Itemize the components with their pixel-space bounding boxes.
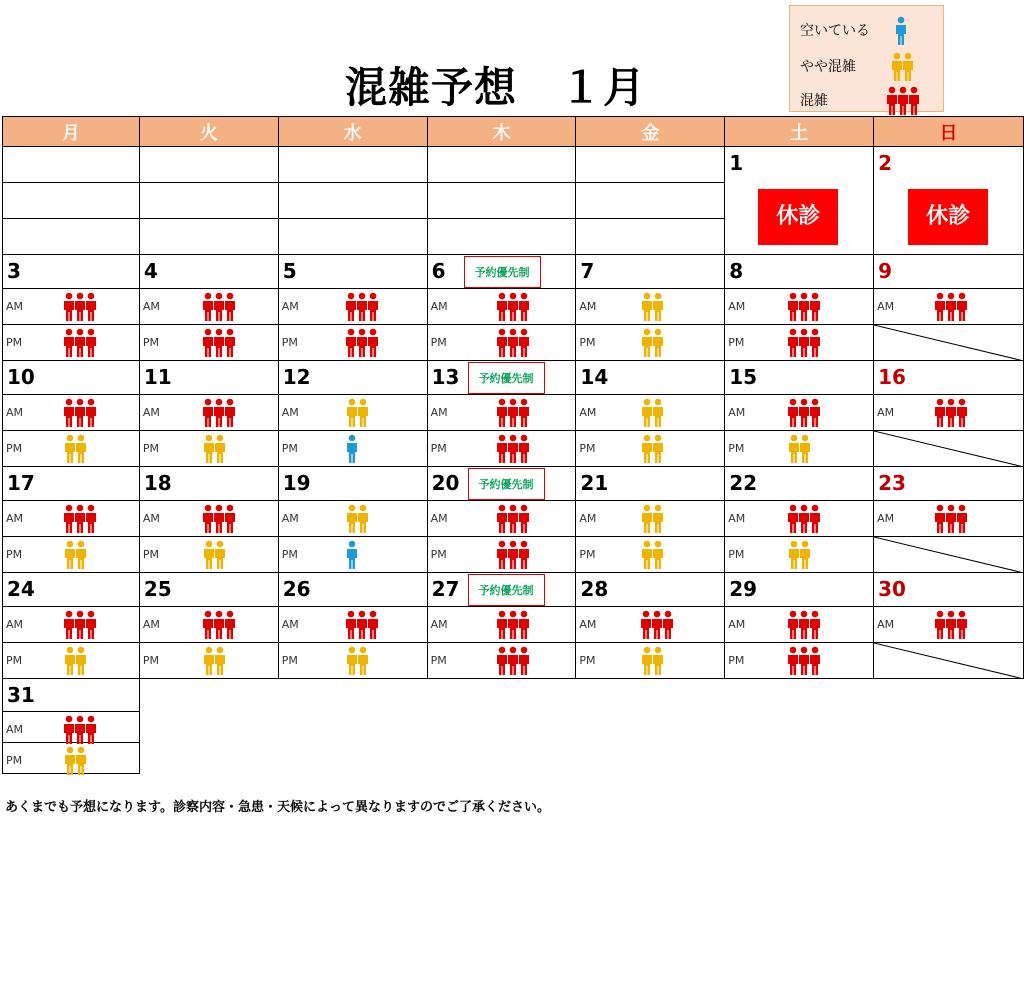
pm-slot [427, 325, 576, 361]
pm-label: PM [728, 442, 745, 455]
am-slot [278, 607, 427, 643]
am-slot [139, 607, 278, 643]
am-label: AM [6, 512, 24, 525]
am-label: AM [877, 300, 895, 313]
am-label: AM [281, 300, 299, 313]
two-people-icon [640, 540, 666, 574]
day-cell [278, 255, 427, 289]
no-service-slash [874, 537, 1024, 573]
day-cell [278, 361, 427, 395]
am-label: AM [579, 406, 597, 419]
am-slot [427, 501, 576, 537]
day-cell [576, 467, 725, 501]
am-slot [278, 289, 427, 325]
pm-slot [874, 431, 1024, 467]
two-people-icon [640, 398, 666, 432]
day-cell [576, 361, 725, 395]
three-people-icon [934, 398, 968, 432]
three-people-icon [202, 328, 236, 362]
calendar-row [3, 395, 1024, 431]
am-label: AM [281, 406, 299, 419]
pm-label: PM [579, 336, 596, 349]
legend-label-level3: 混雑 [800, 93, 828, 109]
am-label: AM [877, 406, 895, 419]
three-people-icon [787, 610, 821, 644]
am-label: AM [877, 618, 895, 631]
two-people-icon [63, 540, 89, 574]
pm-label: PM [430, 548, 447, 561]
am-slot [725, 289, 874, 325]
two-people-icon [202, 646, 228, 680]
pm-slot [3, 325, 140, 361]
three-people-icon [345, 292, 379, 326]
pm-slot [427, 643, 576, 679]
pm-slot [576, 431, 725, 467]
am-label: AM [281, 618, 299, 631]
three-people-icon [202, 610, 236, 644]
am-slot [3, 289, 140, 325]
three-people-icon [787, 504, 821, 538]
three-people-icon [63, 504, 97, 538]
two-people-icon [640, 646, 666, 680]
pm-slot [278, 431, 427, 467]
three-people-icon [787, 398, 821, 432]
am-label: AM [579, 512, 597, 525]
calendar-table [2, 116, 1024, 774]
am-slot [3, 607, 140, 643]
pm-label: PM [728, 654, 745, 667]
day-number: 18 [143, 471, 172, 495]
pm-slot [139, 325, 278, 361]
reservation-priority-badge: 予約優先制 [468, 468, 545, 500]
day-number: 1 [729, 151, 744, 175]
reservation-priority-badge: 予約優先制 [468, 574, 545, 606]
day-number: 28 [580, 577, 609, 601]
pm-slot [278, 643, 427, 679]
am-label: AM [6, 723, 24, 736]
calendar-row [3, 643, 1024, 679]
pm-label: PM [142, 654, 159, 667]
weekday-header: 火 [139, 117, 278, 147]
day-cell [874, 147, 1024, 255]
pm-label: PM [579, 442, 596, 455]
day-cell [427, 361, 576, 395]
am-label: AM [728, 300, 746, 313]
three-people-icon [345, 328, 379, 362]
day-number: 21 [580, 471, 609, 495]
empty-cell [427, 147, 576, 183]
am-slot [139, 289, 278, 325]
pm-label: PM [430, 336, 447, 349]
reservation-priority-badge: 予約優先制 [464, 256, 541, 288]
day-number: 12 [282, 365, 311, 389]
pm-slot [874, 537, 1024, 573]
am-label: AM [430, 406, 448, 419]
am-slot [576, 607, 725, 643]
day-number: 3 [7, 259, 21, 283]
am-slot [427, 395, 576, 431]
calendar-row [3, 255, 1024, 289]
am-slot [278, 501, 427, 537]
two-people-icon [63, 434, 89, 468]
am-slot [874, 289, 1024, 325]
calendar-row [3, 573, 1024, 607]
legend-icon-level3 [886, 86, 920, 120]
pm-label: PM [579, 548, 596, 561]
pm-slot [576, 643, 725, 679]
day-number: 6 [431, 259, 446, 283]
pm-label: PM [142, 548, 159, 561]
day-number: 14 [580, 365, 609, 389]
am-slot [725, 501, 874, 537]
day-number: 4 [143, 259, 158, 283]
pm-label: PM [6, 442, 23, 455]
two-people-icon [63, 746, 89, 780]
weekday-header: 土 [725, 117, 874, 147]
am-slot [3, 501, 140, 537]
legend-label-level2: やや混雑 [800, 59, 856, 75]
day-number: 31 [7, 683, 35, 707]
empty-cell [427, 219, 576, 255]
no-service-slash [874, 643, 1024, 679]
day-cell [725, 255, 874, 289]
am-slot [725, 607, 874, 643]
pm-label: PM [281, 336, 298, 349]
weekday-header: 木 [427, 117, 576, 147]
three-people-icon [787, 292, 821, 326]
legend-icon-level2 [890, 52, 916, 86]
three-people-icon [787, 328, 821, 362]
three-people-icon [496, 328, 530, 362]
empty-cell [3, 147, 140, 183]
three-people-icon [787, 646, 821, 680]
day-cell [427, 467, 576, 501]
pm-slot [874, 325, 1024, 361]
am-label: AM [281, 512, 299, 525]
am-slot [874, 501, 1024, 537]
disclaimer-note: あくまでも予想になります。診察内容・急患・天候によって異なりますのでご了承ください。 [5, 800, 550, 815]
pm-slot [139, 431, 278, 467]
day-number: 8 [729, 259, 744, 283]
am-label: AM [728, 618, 746, 631]
pm-label: PM [281, 442, 298, 455]
calendar-row [3, 147, 1024, 183]
three-people-icon [202, 504, 236, 538]
three-people-icon [496, 646, 530, 680]
day-number: 30 [878, 577, 906, 601]
day-number: 2 [878, 151, 893, 175]
three-people-icon [63, 398, 97, 432]
three-people-icon [496, 504, 530, 538]
pm-label: PM [281, 654, 298, 667]
am-slot [278, 395, 427, 431]
closed-badge: 休診 [908, 189, 988, 245]
three-people-icon [496, 610, 530, 644]
three-people-icon [63, 292, 97, 326]
pm-label: PM [430, 654, 447, 667]
am-slot [576, 501, 725, 537]
day-cell [576, 255, 725, 289]
day-cell [874, 467, 1024, 501]
pm-slot [278, 537, 427, 573]
day-cell [139, 255, 278, 289]
pm-slot [139, 643, 278, 679]
day-number: 17 [7, 471, 35, 495]
two-people-icon [640, 328, 666, 362]
pm-label: PM [142, 336, 159, 349]
three-people-icon [63, 328, 97, 362]
empty-cell [576, 183, 725, 219]
pm-label: PM [6, 336, 23, 349]
am-slot [427, 289, 576, 325]
pm-slot [3, 431, 140, 467]
am-label: AM [579, 300, 597, 313]
two-people-icon [640, 292, 666, 326]
calendar-row [3, 501, 1024, 537]
pm-slot [3, 537, 140, 573]
pm-slot [874, 643, 1024, 679]
day-number: 10 [7, 365, 35, 389]
weekday-header: 月 [3, 117, 140, 147]
am-slot [3, 712, 140, 743]
pm-slot [139, 537, 278, 573]
empty-cell [576, 219, 725, 255]
empty-cell [427, 183, 576, 219]
two-people-icon [640, 434, 666, 468]
am-label: AM [142, 618, 160, 631]
day-cell [874, 361, 1024, 395]
day-number: 24 [7, 577, 35, 601]
day-number: 16 [878, 365, 906, 389]
am-slot [139, 395, 278, 431]
am-label: AM [6, 618, 24, 631]
empty-cell [139, 183, 278, 219]
day-number: 11 [143, 365, 172, 389]
empty-cell [278, 183, 427, 219]
am-label: AM [728, 406, 746, 419]
pm-label: PM [579, 654, 596, 667]
pm-slot [725, 325, 874, 361]
pm-label: PM [728, 548, 745, 561]
pm-slot [725, 537, 874, 573]
am-label: AM [142, 406, 160, 419]
day-cell [3, 255, 140, 289]
day-number: 26 [282, 577, 311, 601]
weekday-header: 水 [278, 117, 427, 147]
calendar-row [3, 431, 1024, 467]
two-people-icon [640, 504, 666, 538]
day-cell [3, 679, 140, 712]
am-slot [3, 395, 140, 431]
two-people-icon [202, 434, 228, 468]
three-people-icon [496, 540, 530, 574]
am-label: AM [6, 406, 24, 419]
blank-area [139, 679, 1023, 774]
pm-slot [427, 431, 576, 467]
three-people-icon [496, 434, 530, 468]
calendar-row [3, 361, 1024, 395]
day-cell [139, 467, 278, 501]
calendar-row [3, 679, 1024, 712]
two-people-icon [345, 646, 371, 680]
calendar-row [3, 537, 1024, 573]
calendar-row [3, 467, 1024, 501]
am-label: AM [877, 512, 895, 525]
am-label: AM [430, 300, 448, 313]
empty-cell [576, 147, 725, 183]
pm-slot [427, 537, 576, 573]
day-number: 22 [729, 471, 758, 495]
am-label: AM [6, 300, 24, 313]
pm-label: PM [6, 754, 23, 767]
empty-cell [139, 219, 278, 255]
empty-cell [3, 183, 140, 219]
day-number: 7 [580, 259, 595, 283]
empty-cell [139, 147, 278, 183]
pm-slot [278, 325, 427, 361]
day-cell [139, 361, 278, 395]
am-slot [874, 607, 1024, 643]
legend-icon-level1 [894, 16, 908, 50]
calendar-row [3, 289, 1024, 325]
day-number: 5 [282, 259, 297, 283]
three-people-icon [202, 398, 236, 432]
page-title: 混雑予想 １月 [345, 63, 647, 112]
pm-label: PM [728, 336, 745, 349]
three-people-icon [934, 504, 968, 538]
day-cell [3, 467, 140, 501]
day-cell [278, 467, 427, 501]
pm-slot [725, 643, 874, 679]
day-number: 23 [878, 471, 906, 495]
closed-badge: 休診 [758, 189, 838, 245]
day-cell [3, 361, 140, 395]
three-people-icon [63, 610, 97, 644]
day-cell [576, 573, 725, 607]
day-cell [139, 573, 278, 607]
three-people-icon [934, 610, 968, 644]
three-people-icon [934, 292, 968, 326]
day-cell [278, 573, 427, 607]
pm-slot [3, 743, 140, 774]
day-number: 25 [143, 577, 172, 601]
two-people-icon [787, 434, 813, 468]
day-cell [427, 255, 576, 289]
pm-slot [725, 431, 874, 467]
calendar-row [3, 325, 1024, 361]
three-people-icon [496, 292, 530, 326]
am-slot [576, 395, 725, 431]
am-label: AM [430, 512, 448, 525]
am-slot [139, 501, 278, 537]
day-number: 27 [431, 577, 460, 601]
pm-label: PM [142, 442, 159, 455]
empty-cell [278, 219, 427, 255]
two-people-icon [202, 540, 228, 574]
three-people-icon [496, 398, 530, 432]
no-service-slash [874, 431, 1024, 467]
am-slot [725, 395, 874, 431]
legend [789, 5, 944, 112]
pm-slot [576, 537, 725, 573]
pm-slot [576, 325, 725, 361]
person-icon [345, 540, 359, 574]
weekday-header: 金 [576, 117, 725, 147]
am-slot [427, 607, 576, 643]
day-cell [874, 573, 1024, 607]
am-label: AM [142, 300, 160, 313]
empty-cell [3, 219, 140, 255]
weekday-header: 日 [874, 117, 1024, 147]
day-number: 15 [729, 365, 758, 389]
two-people-icon [787, 540, 813, 574]
three-people-icon [202, 292, 236, 326]
day-cell [874, 255, 1024, 289]
pm-slot [3, 643, 140, 679]
am-slot [576, 289, 725, 325]
day-number: 13 [431, 365, 460, 389]
day-cell [725, 147, 874, 255]
two-people-icon [63, 646, 89, 680]
day-cell [725, 573, 874, 607]
day-number: 20 [431, 471, 460, 495]
am-label: AM [728, 512, 746, 525]
am-slot [874, 395, 1024, 431]
day-number: 19 [282, 471, 311, 495]
person-icon [345, 434, 359, 468]
day-cell [725, 361, 874, 395]
reservation-priority-badge: 予約優先制 [468, 362, 545, 394]
am-label: AM [430, 618, 448, 631]
am-label: AM [142, 512, 160, 525]
day-cell [427, 573, 576, 607]
weekday-header-row [3, 117, 1024, 147]
two-people-icon [345, 398, 371, 432]
pm-label: PM [6, 654, 23, 667]
calendar-row [3, 607, 1024, 643]
pm-label: PM [281, 548, 298, 561]
two-people-icon [345, 504, 371, 538]
legend-label-level1: 空いている [800, 23, 870, 39]
three-people-icon [640, 610, 674, 644]
empty-cell [278, 147, 427, 183]
pm-label: PM [430, 442, 447, 455]
day-cell [3, 573, 140, 607]
am-label: AM [579, 618, 597, 631]
three-people-icon [345, 610, 379, 644]
pm-label: PM [6, 548, 23, 561]
day-number: 9 [878, 259, 893, 283]
day-number: 29 [729, 577, 758, 601]
day-cell [725, 467, 874, 501]
no-service-slash [874, 325, 1024, 361]
